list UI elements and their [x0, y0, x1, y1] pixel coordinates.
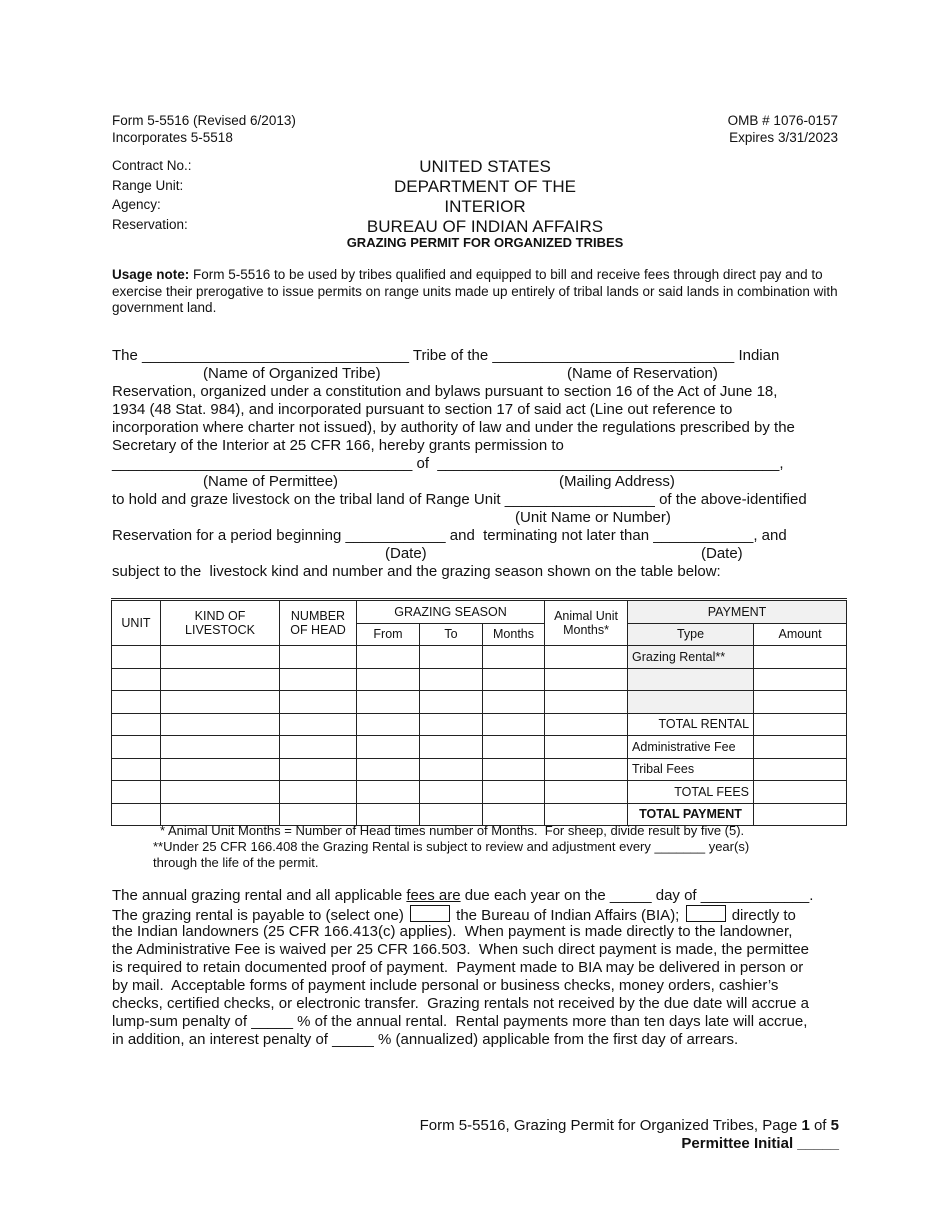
document-subtitle: GRAZING PERMIT FOR ORGANIZED TRIBES	[346, 235, 624, 250]
header-payment: PAYMENT	[628, 600, 847, 624]
usage-note-label: Usage note:	[112, 267, 190, 282]
payment-type-total-rental: TOTAL RENTAL	[628, 713, 754, 736]
payment-line-2	[112, 905, 796, 925]
cell-number[interactable]	[280, 781, 357, 804]
expiration-date: Expires 3/31/2023	[729, 130, 838, 145]
footer-of-text: of	[809, 1117, 831, 1134]
title-line-3: INTERIOR	[444, 197, 526, 216]
cell-months[interactable]	[483, 646, 545, 669]
contract-no-label: Contract No.:	[112, 158, 192, 173]
cell-to[interactable]	[420, 646, 483, 669]
payment-line-9: in addition, an interest penalty of _____ % (annualized) applicable from the first day of arrears.	[112, 1031, 739, 1048]
header-grazing-season: GRAZING SEASON	[357, 600, 545, 624]
cell-number[interactable]	[280, 713, 357, 736]
cell-unit[interactable]	[112, 803, 161, 826]
cell-aum[interactable]	[545, 781, 628, 804]
cell-to[interactable]	[420, 713, 483, 736]
range-unit-label: Range Unit:	[112, 178, 184, 193]
payment-line-4: the Administrative Fee is waived per 25 CFR 166.503. When such direct payment is made, the permittee	[112, 941, 810, 958]
cell-kind[interactable]	[161, 668, 280, 691]
landowner-checkbox[interactable]	[686, 905, 726, 922]
header-type: Type	[628, 623, 754, 646]
table-row	[112, 758, 847, 781]
cell-from[interactable]	[357, 646, 420, 669]
payment-type-blank	[628, 691, 754, 714]
cell-from[interactable]	[357, 736, 420, 759]
permit-line-2: Reservation, organized under a constitution and bylaws pursuant to section 16 of the Act of June 18,	[112, 383, 778, 400]
cell-number[interactable]	[280, 646, 357, 669]
footnote-rental-review: **Under 25 CFR 166.408 the Grazing Rental is subject to review and adjustment every _______ year(s)	[153, 839, 750, 854]
header-number-of-head: NUMBER OF HEAD	[280, 600, 357, 646]
cell-unit[interactable]	[112, 646, 161, 669]
cell-aum[interactable]	[545, 668, 628, 691]
cell-from[interactable]	[357, 713, 420, 736]
permit-line-6: ____________________________________ of _________________________________________,	[112, 455, 784, 472]
cell-to[interactable]	[420, 691, 483, 714]
caption-begin-date: (Date)	[385, 545, 427, 562]
cell-aum[interactable]	[545, 646, 628, 669]
payment-line-1	[112, 887, 813, 905]
permit-line-9: subject to the livestock kind and number and the grazing season shown on the table below:	[112, 563, 721, 580]
cell-unit[interactable]	[112, 736, 161, 759]
caption-unit-name: (Unit Name or Number)	[515, 509, 671, 526]
cell-amount[interactable]	[754, 803, 847, 826]
cell-aum[interactable]	[545, 691, 628, 714]
cell-from[interactable]	[357, 691, 420, 714]
omb-number: OMB # 1076-0157	[727, 113, 838, 128]
cell-amount[interactable]	[754, 668, 847, 691]
cell-number[interactable]	[280, 758, 357, 781]
form-number: Form 5-5516 (Revised 6/2013)	[112, 113, 296, 128]
caption-mailing-address: (Mailing Address)	[559, 473, 675, 490]
payment-line-1a: The annual grazing rental and all applicable	[112, 887, 407, 904]
payment-type-total-payment: TOTAL PAYMENT	[628, 803, 754, 826]
cell-amount[interactable]	[754, 758, 847, 781]
cell-months[interactable]	[483, 691, 545, 714]
usage-note-text: Form 5-5516 to be used by tribes qualified and equipped to bill and receive fees through direct pay and to exercise their prerogative to issue permits on range units made up entirely of tribal lands or said lands in combination with government land.	[112, 267, 838, 315]
title-line-1: UNITED STATES	[419, 157, 551, 176]
cell-amount[interactable]	[754, 691, 847, 714]
cell-to[interactable]	[420, 758, 483, 781]
cell-number[interactable]	[280, 691, 357, 714]
table-row	[112, 736, 847, 759]
table-row	[112, 691, 847, 714]
document-title	[335, 157, 635, 237]
permit-line-4: incorporation where charter not issued), by authority of law and under the regulations prescribed by the	[112, 419, 795, 436]
footer-total-pages: 5	[830, 1117, 839, 1134]
cell-to[interactable]	[420, 736, 483, 759]
cell-amount[interactable]	[754, 781, 847, 804]
caption-reservation: (Name of Reservation)	[567, 365, 718, 382]
footnote-aum: * Animal Unit Months = Number of Head times number of Months. For sheep, divide result by five (5).	[160, 823, 745, 838]
permit-line-3: 1934 (48 Stat. 984), and incorporated pursuant to section 17 of said act (Line out reference to	[112, 401, 733, 418]
agency-label: Agency:	[112, 197, 161, 212]
title-line-4: BUREAU OF INDIAN AFFAIRS	[366, 217, 604, 236]
cell-kind[interactable]	[161, 691, 280, 714]
header-to: To	[420, 623, 483, 646]
footnote-permit-life: through the life of the permit.	[153, 855, 319, 870]
payment-line-7: checks, certified checks, or electronic transfer. Grazing rentals not received by the due date will accrue a	[112, 995, 810, 1012]
title-line-2: DEPARTMENT OF THE	[394, 177, 576, 196]
payment-line-1c: due each year on the _____ day of _____________.	[460, 887, 814, 904]
permit-line-5: Secretary of the Interior at 25 CFR 166, hereby grants permission to	[112, 437, 564, 454]
reservation-label: Reservation:	[112, 217, 188, 232]
header-months: Months	[483, 623, 545, 646]
footer-page-info	[420, 1117, 839, 1135]
cell-number[interactable]	[280, 668, 357, 691]
payment-line-3: the Indian landowners (25 CFR 166.413(c) applies). When payment is made directly to the landowner,	[112, 923, 793, 940]
cell-months[interactable]	[483, 758, 545, 781]
payment-line-8: lump-sum penalty of _____ % of the annual rental. Rental payments more than ten days late will accrue,	[112, 1013, 808, 1030]
cell-from[interactable]	[357, 668, 420, 691]
cell-kind[interactable]	[161, 781, 280, 804]
caption-permittee: (Name of Permittee)	[203, 473, 339, 490]
usage-note	[112, 267, 840, 317]
payment-type-administrative-fee: Administrative Fee	[628, 736, 754, 759]
caption-organized-tribe: (Name of Organized Tribe)	[203, 365, 381, 382]
cell-kind[interactable]	[161, 736, 280, 759]
cell-aum[interactable]	[545, 758, 628, 781]
cell-months[interactable]	[483, 736, 545, 759]
cell-aum[interactable]	[545, 736, 628, 759]
payment-line-2c: directly to	[727, 907, 796, 924]
payment-line-2a: The grazing rental is payable to (select one)	[112, 907, 408, 924]
caption-end-date: (Date)	[701, 545, 743, 562]
cell-unit[interactable]	[112, 713, 161, 736]
header-kind-of-livestock: KIND OF LIVESTOCK	[161, 600, 280, 646]
cell-months[interactable]	[483, 713, 545, 736]
payment-line-1b: fees are	[406, 887, 461, 904]
grazing-table	[111, 598, 847, 826]
payment-line-2b: the Bureau of Indian Affairs (BIA);	[452, 907, 684, 924]
cell-aum[interactable]	[545, 713, 628, 736]
cell-unit[interactable]	[112, 691, 161, 714]
payment-line-6: by mail. Acceptable forms of payment include personal or business checks, money orders, cashier’s	[112, 977, 779, 994]
cell-to[interactable]	[420, 781, 483, 804]
cell-number[interactable]	[280, 736, 357, 759]
payment-line-5: is required to retain documented proof of payment. Payment made to BIA may be delivered in person or	[112, 959, 804, 976]
cell-kind[interactable]	[161, 758, 280, 781]
permit-line-1: The ________________________________ Tribe of the _____________________________ Indian	[112, 347, 780, 364]
payment-type-grazing-rental: Grazing Rental**	[628, 646, 754, 669]
cell-kind[interactable]	[161, 713, 280, 736]
incorporates-note: Incorporates 5-5518	[112, 130, 233, 145]
footer-form-text: Form 5-5516, Grazing Permit for Organized Tribes, Page	[419, 1117, 802, 1134]
table-row	[112, 668, 847, 691]
permit-line-8: Reservation for a period beginning ____________ and terminating not later than ____________, and	[112, 527, 787, 544]
bia-checkbox[interactable]	[410, 905, 450, 922]
permit-line-7: to hold and graze livestock on the tribal land of Range Unit __________________ of the above-identified	[112, 491, 807, 508]
cell-to[interactable]	[420, 668, 483, 691]
cell-unit[interactable]	[112, 758, 161, 781]
header-amount: Amount	[754, 623, 847, 646]
payment-type-total-fees: TOTAL FEES	[628, 781, 754, 804]
cell-months[interactable]	[483, 668, 545, 691]
table-row	[112, 646, 847, 669]
cell-amount[interactable]	[754, 646, 847, 669]
payment-type-blank	[628, 668, 754, 691]
cell-kind[interactable]	[161, 646, 280, 669]
header-animal-unit-months: Animal Unit Months*	[545, 600, 628, 646]
permittee-initial[interactable]: Permittee Initial _____	[681, 1135, 839, 1152]
header-unit: UNIT	[112, 600, 161, 646]
cell-amount[interactable]	[754, 713, 847, 736]
cell-from[interactable]	[357, 758, 420, 781]
cell-from[interactable]	[357, 781, 420, 804]
table-row	[112, 781, 847, 804]
cell-unit[interactable]	[112, 781, 161, 804]
cell-amount[interactable]	[754, 736, 847, 759]
table-row	[112, 713, 847, 736]
payment-type-tribal-fees: Tribal Fees	[628, 758, 754, 781]
cell-months[interactable]	[483, 781, 545, 804]
header-from: From	[357, 623, 420, 646]
footer-page-number: 1	[801, 1117, 810, 1134]
cell-unit[interactable]	[112, 668, 161, 691]
